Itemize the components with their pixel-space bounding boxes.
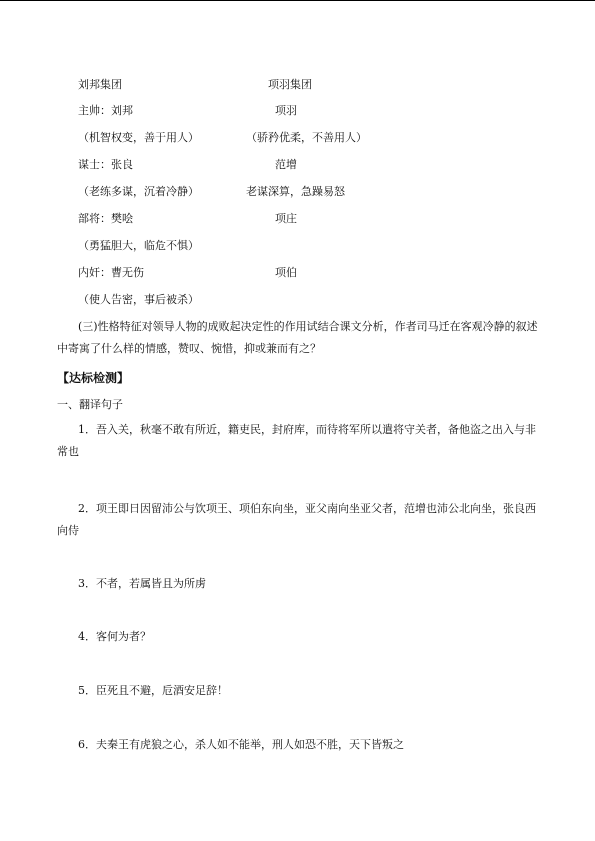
general-right: 项庄 <box>275 212 297 225</box>
sentence-item-6: 6．夫秦王有虎狼之心，杀人如不能举，刑人如恐不胜，天下皆叛之 <box>78 738 404 751</box>
general-left-desc: （勇猛胆大，临危不惧） <box>78 239 199 252</box>
advisor-right: 范增 <box>275 158 297 171</box>
section-heading: 【达标检测】 <box>57 371 130 385</box>
traitor-left-desc: （使人告密，事后被杀） <box>78 293 199 306</box>
sentence-item-4: 4．客何为者？ <box>78 630 151 643</box>
advisor-left-desc: （老练多谋，沉着冷静） <box>78 185 199 198</box>
sentence-item-3: 3．不者，若属皆且为所虏 <box>78 577 206 590</box>
subsection-title: 一、翻译句子 <box>57 398 123 411</box>
general-left: 部将：樊哙 <box>78 212 133 225</box>
commander-right-desc: （骄矜优柔，不善用人） <box>246 131 367 144</box>
sentence-item-2: 2．项王即日因留沛公与饮项王、项伯东向坐，亚父南向坐亚父者，范增也沛公北向坐，张良西向侍 <box>57 502 536 537</box>
liubang-group-label: 刘邦集团 <box>78 78 122 91</box>
traitor-right: 项伯 <box>275 266 297 279</box>
commander-left: 主帅：刘邦 <box>78 104 133 117</box>
commander-left-desc: （机智权变，善于用人） <box>78 131 199 144</box>
sentence-item-5: 5．臣死且不避，卮酒安足辞！ <box>78 684 228 697</box>
advisor-left: 谋士：张良 <box>78 158 133 171</box>
commander-right: 项羽 <box>275 104 297 117</box>
xiangyu-group-label: 项羽集团 <box>268 78 312 91</box>
advisor-right-desc: 老谋深算，急躁易怒 <box>246 185 345 198</box>
traitor-left: 内奸：曹无伤 <box>78 266 144 279</box>
sentence-item-1: 1．吾入关，秋毫不敢有所近，籍吏民，封府库，而待将军所以遣将守关者，备他盗之出入与非常也 <box>57 423 536 458</box>
question-3-paragraph: (三)性格特征对领导人物的成败起决定性的作用试结合课文分析，作者司马迁在客观冷静的叙述中寄寓了什么样的情感，赞叹、惋惜，抑或兼而有之？ <box>57 320 538 355</box>
top-rule <box>0 0 595 1</box>
